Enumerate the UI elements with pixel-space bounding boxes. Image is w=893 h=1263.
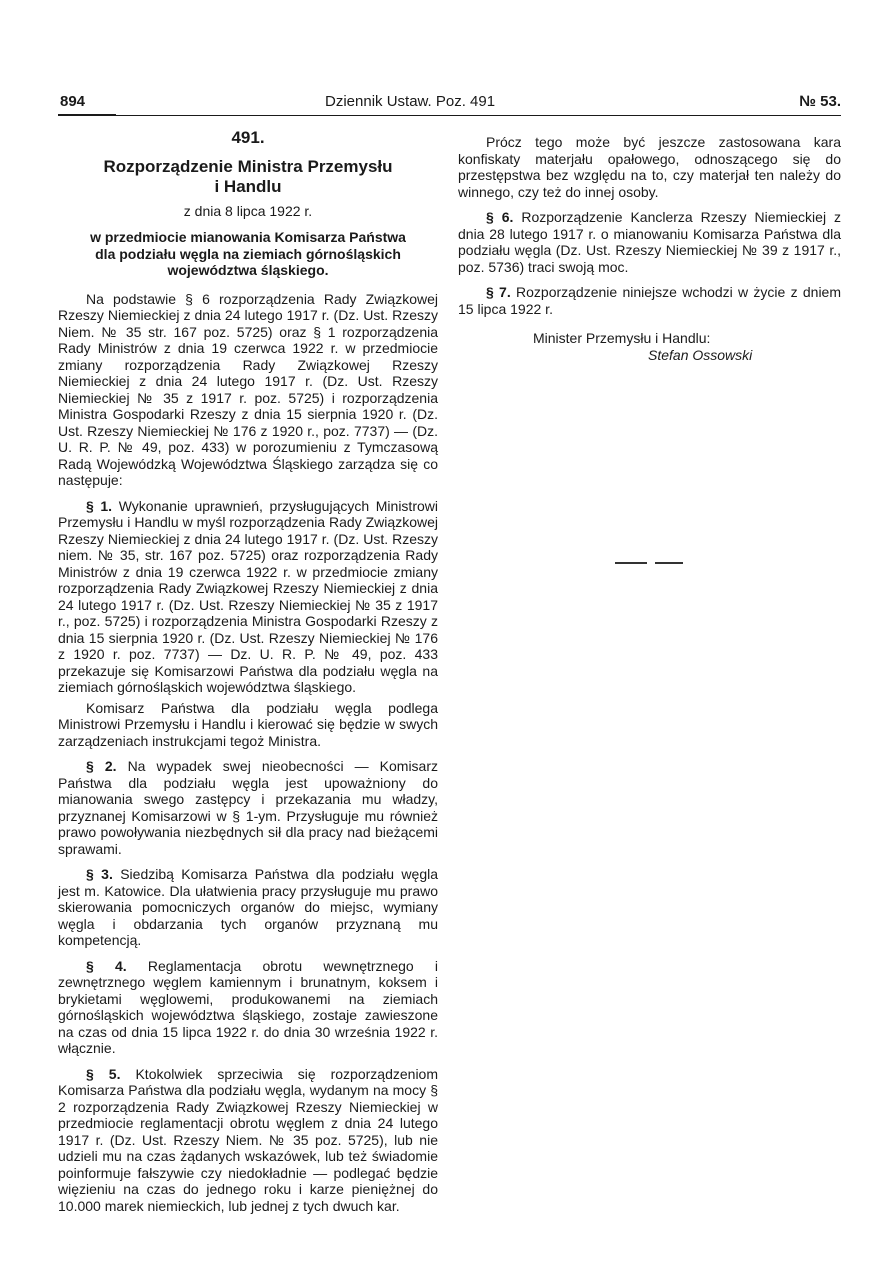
- section-text: Rozporządzenie niniejsze wchodzi w życie z dniem 15 lipca 1922 r.: [458, 284, 842, 317]
- section-label: § 3.: [86, 866, 113, 882]
- section-text: Reglamentacja obrotu wewnętrznego i zewnętrznego węglem kamiennym i brunatnym, koksem i brykietami węglowemi, produkowanemi na ziemiach górnośląskich województwa śląskiego, zostaje zawieszone na czas od dnia 15 lipca 1922 r. do dnia 30 września 1922 r. włącznie.: [58, 957, 439, 1056]
- closing-ornament: [615, 560, 685, 568]
- signature-block: [458, 330, 841, 363]
- right-column: [458, 130, 841, 363]
- section-3: [58, 866, 438, 949]
- section-text: Ktokolwiek sprzeciwia się rozporządzeniom Komisarza Państwa dla podziału węgla, wydanym na mocy § 2 rozporządzenia Rady Związkowej Rzeszy Niemieckiej w przedmiocie reglamentacji obrotu węglem z dnia 24 lutego 1917 r. (Dz. Ust. Rzeszy Niem. № 35 poz. 5725), lub nie udzieli mu na czas żądanych wskazówek, lub też świadomie poinformuje fałszywie czy niedokładnie — podlegać będzie więzieniu na czas do jednego roku i karze pieniężnej do 10.000 marek niemieckich, lub jednej z tych dwuch kar.: [58, 1065, 438, 1214]
- section-label: § 4.: [86, 957, 127, 974]
- act-title: [58, 157, 438, 197]
- act-date: z dnia 8 lipca 1922 r.: [183, 202, 313, 219]
- header-rule: [116, 115, 841, 116]
- section-text: Rozporządzenie Kanclerza Rzeszy Niemieckiej z dnia 28 lutego 1917 r. o mianowaniu Komisarza Państwa dla podziału węgla (Dz. Ust. Rzeszy Niemieckiej № 39 z 1917 r., poz. 5736) traci swoją moc.: [458, 209, 841, 275]
- issue-number: № 53.: [799, 93, 841, 110]
- page-header: [58, 93, 841, 113]
- section-6: [458, 209, 841, 275]
- act-subject-line: województwa śląskiego.: [167, 262, 329, 278]
- section-label: § 6.: [486, 209, 514, 225]
- header-rule-thick: [58, 114, 116, 116]
- section-label: § 1.: [86, 497, 113, 514]
- section-label: § 5.: [86, 1065, 121, 1082]
- section-7: [458, 284, 841, 317]
- signatory-title: Minister Przemysłu i Handlu:: [533, 330, 711, 346]
- section-5: [58, 1066, 438, 1215]
- act-subject-line: dla podziału węgla na ziemiach górnośląskich: [95, 245, 401, 262]
- act-subject: [58, 229, 438, 279]
- left-column: [58, 130, 438, 1214]
- section-1: [58, 498, 438, 696]
- act-title-line: Rozporządzenie Ministra Przemysłu: [103, 156, 393, 176]
- page-number: 894: [60, 93, 86, 110]
- signatory-name: Stefan Ossowski: [648, 346, 753, 363]
- section-1-paragraph-2: Komisarz Państwa dla podziału węgla podlega Ministrowi Przemysłu i Handlu i kierować się będzie w swych zarządzeniach instrukcjami tegoż Ministra.: [58, 699, 438, 749]
- section-label: § 2.: [86, 758, 117, 774]
- section-2: [58, 758, 438, 857]
- act-subject-line: w przedmiocie mianowania Komisarza Państwa: [90, 229, 406, 245]
- preamble: Na podstawie § 6 rozporządzenia Rady Związkowej Rzeszy Niemieckiej z dnia 24 lutego 1917 r. (Dz. Ust. Rzeszy Niem. № 35 str. 167 poz. 5725) oraz § 1 rozporządzenia Rady Ministrów z dnia 19 czerwca 1922 r. w przedmiocie zmiany rozporządzenia Rady Związkowej Rzeszy Niemieckiej z dnia 24 lutego 1917 r. (Dz. Ust. Rzeszy Niemieckiej № 35 z 1917 r. poz. 5725) i rozporządzenia Ministra Gospodarki Rzeszy z dnia 15 sierpnia 1920 r. (Dz. Ust. Rzeszy Niemieckiej № 176 z 1920 r., poz. 7737) — (Dz. U. R. P. № 49, poz. 433) w porozumieniu z Tymczasową Radą Wojewódzką Województwa Śląskiego zarządza się co następuje:: [58, 290, 438, 488]
- section-label: § 7.: [486, 284, 511, 300]
- journal-title: Dziennik Ustaw. Poz. 491: [325, 93, 496, 110]
- section-4: [58, 958, 438, 1057]
- act-title-line: i Handlu: [214, 176, 282, 196]
- section-text: Wykonanie uprawnień, przysługujących Ministrowi Przemysłu i Handlu w myśl rozporządzenia Rady Związkowej Rzeszy Niemieckiej z dnia 24 lutego 1917 r. (Dz. Ust. Rzeszy niem. № 35, str. 167 poz. 5725) oraz rozporządzenia Rady Ministrów z dnia 19 czerwca 1922 r. w przedmiocie zmiany rozporządzenia Rady Związkowej Rzeszy Niemieckiej z dnia 24 lutego 1917 r. (Dz. Ust. Rzeszy Niemieckiej № 35 z 1917 r., poz. 5725) i rozporządzenia Ministra Gospodarki Rzeszy z dnia 15 sierpnia 1920 r. (Dz. Ust. Rzeszy Niemieckiej № 176 z 1920 r. poz. 7737) — Dz. U. R. P. № 49, poz. 433 przekazuje się Komisarzowi Państwa dla podziału węgla na ziemiach górnośląskich województwa śląskiego.: [58, 497, 438, 695]
- act-number: 491.: [231, 128, 265, 147]
- section-text: Na wypadek swej nieobecności — Komisarz Państwa dla podziału węgla jest upoważniony do mianowania swego zastępcy i przekazania mu władzy, przyznanej Komisarzowi w § 1-ym. Przysługuje mu również prawo powoływania niezbędnych sił dla pracy nad bieżącemi sprawami.: [58, 758, 438, 857]
- section-5-paragraph-2: Prócz tego może być jeszcze zastosowana kara konfiskaty materjału opałowego, odnoszącego się do przestępstwa bez względu na to, czy materjał ten należy do winnego, czy też do innej osoby.: [458, 134, 841, 200]
- section-text: Siedzibą Komisarza Państwa dla podziału węgla jest m. Katowice. Dla ułatwienia pracy przysługuje mu prawo skierowania pomocniczych organów do miejsc, wymiany węgla i obdarzania tych organów przyznaną mu kompetencją.: [58, 866, 438, 948]
